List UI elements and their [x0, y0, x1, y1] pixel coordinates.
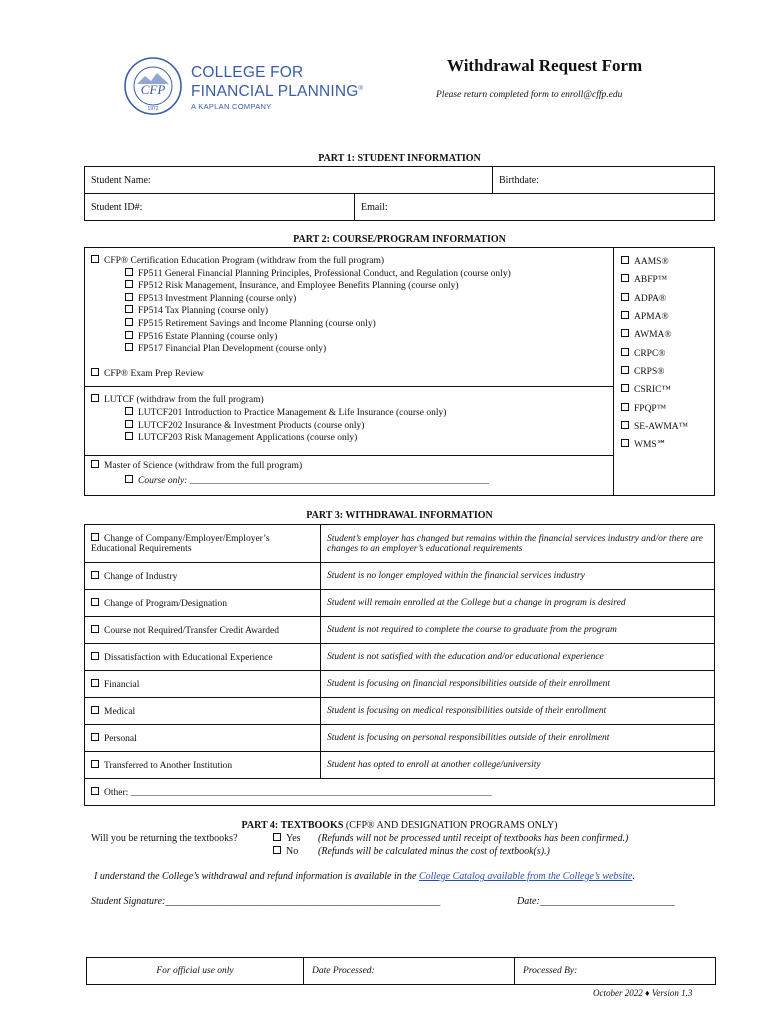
lutcf-label: LUTCF (withdraw from the full program)	[104, 395, 264, 405]
checkbox[interactable]	[621, 256, 629, 264]
checkbox[interactable]	[91, 598, 99, 606]
reason-label: Change of Company/Employer/Employer’s Educational Requirements	[91, 534, 270, 554]
designation-option[interactable]	[621, 403, 666, 414]
checkbox[interactable]	[621, 366, 629, 374]
course-option[interactable]	[125, 432, 357, 445]
cfp-program-option[interactable]	[91, 255, 384, 268]
table-row	[85, 671, 715, 698]
designation-label: ADPA®	[634, 293, 667, 304]
designation-option[interactable]	[621, 311, 669, 322]
reason-option[interactable]	[85, 671, 321, 698]
designation-option[interactable]	[621, 256, 669, 267]
logo-line1: COLLEGE FOR	[191, 64, 304, 81]
course-label: FP511 General Financial Planning Principles, Professional Conduct, and Regulation (course only)	[138, 268, 511, 279]
course-label: LUTCF202 Insurance & Investment Products (course only)	[138, 420, 365, 431]
no-label: No	[286, 846, 299, 857]
reason-description: Student is focusing on medical responsibilities outside of their enrollment	[321, 698, 715, 725]
checkbox[interactable]	[125, 420, 133, 428]
student-id-field[interactable]	[85, 194, 355, 221]
designation-option[interactable]	[621, 293, 666, 304]
reason-label: Financial	[104, 679, 140, 690]
reason-option[interactable]	[85, 698, 321, 725]
cfp-program-label: CFP® Certification Education Program (withdraw from the full program)	[104, 256, 385, 266]
table-row	[85, 725, 715, 752]
course-option[interactable]	[125, 293, 296, 306]
part3-heading: PART 3: WITHDRAWAL INFORMATION	[306, 510, 493, 521]
course-label: LUTCF203 Risk Management Applications (course only)	[138, 433, 358, 444]
date-processed-field: Date Processed:	[304, 958, 515, 985]
form-subtitle: Please return completed form to enroll@cffp.edu	[436, 90, 623, 100]
lutcf-option[interactable]	[91, 394, 264, 407]
logo-subtitle: A KAPLAN COMPANY	[191, 102, 272, 111]
divider-1	[84, 386, 614, 387]
course-option[interactable]	[125, 305, 268, 318]
checkbox[interactable]	[621, 421, 629, 429]
cfp-exam-option[interactable]	[91, 368, 204, 381]
checkbox[interactable]	[91, 571, 99, 579]
course-option[interactable]	[125, 331, 277, 344]
reason-option[interactable]	[85, 617, 321, 644]
reason-label: Course not Required/Transfer Credit Awarded	[104, 625, 280, 636]
checkbox[interactable]	[91, 625, 99, 633]
designation-label: AAMS®	[634, 257, 669, 267]
reason-description: Student is focusing on financial responsibilities outside of their enrollment	[321, 671, 715, 698]
student-id-label: Student ID#:	[91, 201, 143, 213]
designation-label: CRPC®	[634, 348, 666, 359]
course-option[interactable]	[125, 407, 446, 420]
table-row	[85, 644, 715, 671]
reason-label: Change of Program/Designation	[104, 598, 227, 609]
designation-option[interactable]	[621, 421, 688, 432]
signature-line[interactable]: Student Signature:_______________________________________________________	[91, 896, 441, 907]
checkbox[interactable]	[125, 432, 133, 440]
reason-option[interactable]	[85, 644, 321, 671]
email-label: Email:	[361, 201, 388, 213]
reason-label: Transferred to Another Institution	[104, 760, 233, 771]
table-row	[85, 563, 715, 590]
part4-heading-bold: PART 4: TEXTBOOKS	[241, 820, 344, 831]
table-row	[85, 617, 715, 644]
course-label: FP514 Tax Planning (course only)	[138, 306, 269, 317]
course-label: FP516 Estate Planning (course only)	[138, 331, 278, 342]
checkbox[interactable]	[621, 311, 629, 319]
logo-reg: ®	[358, 86, 364, 92]
reason-option[interactable]	[85, 563, 321, 590]
designation-label: ABFP™	[634, 275, 668, 285]
designation-option[interactable]	[621, 274, 667, 285]
part1-heading: PART 1: STUDENT INFORMATION	[318, 153, 481, 164]
email-field[interactable]	[355, 194, 715, 221]
reason-description: Student is focusing on personal responsibilities outside of their enrollment	[321, 725, 715, 752]
checkbox[interactable]	[91, 533, 99, 541]
checkbox[interactable]	[91, 255, 99, 263]
checkbox[interactable]	[125, 318, 133, 326]
designation-option[interactable]	[621, 329, 672, 340]
student-id-table	[84, 193, 715, 221]
student-info-table	[84, 166, 715, 194]
checkbox[interactable]	[621, 348, 629, 356]
official-use-label: For official use only	[87, 958, 304, 985]
checkbox[interactable]	[621, 403, 629, 411]
reason-option[interactable]	[85, 525, 321, 563]
yes-label: Yes	[286, 833, 301, 844]
other-reason-label: Other: ____________________________________________________________________________	[104, 787, 492, 798]
designation-label: WMS℠	[634, 440, 667, 450]
reason-description: Student will remain enrolled at the College but a change in program is desired	[321, 590, 715, 617]
withdrawal-reasons-table	[84, 524, 715, 806]
ack-text: I understand the College’s withdrawal and refund information is available in the	[94, 871, 419, 882]
course-option[interactable]	[125, 318, 376, 331]
course-option[interactable]	[125, 268, 511, 281]
reason-description: Student is not required to complete the course to graduate from the program	[321, 617, 715, 644]
ack-end: .	[632, 871, 635, 882]
birthdate-label: Birthdate:	[499, 174, 539, 186]
checkbox[interactable]	[91, 733, 99, 741]
reason-label: Medical	[104, 706, 136, 717]
part4-heading	[84, 820, 715, 831]
checkbox[interactable]	[91, 394, 99, 402]
designation-label: APMA®	[634, 312, 669, 322]
textbook-question: Will you be returning the textbooks?	[91, 833, 238, 844]
checkbox[interactable]	[125, 475, 133, 483]
checkbox[interactable]	[91, 368, 99, 376]
ms-course-option[interactable]	[125, 475, 489, 488]
textbook-no-option[interactable]	[273, 846, 298, 859]
college-seal-logo	[123, 54, 183, 118]
course-label: FP517 Financial Plan Development (course only)	[138, 344, 327, 355]
designation-option[interactable]	[621, 439, 666, 450]
course-label: FP515 Retirement Savings and Income Planning (course only)	[138, 319, 376, 329]
form-title: Withdrawal Request Form	[447, 56, 643, 75]
reason-option[interactable]	[85, 590, 321, 617]
designation-option[interactable]	[621, 348, 666, 359]
svg-text:CFP: CFP	[140, 82, 166, 97]
designation-label: CRPS®	[634, 367, 665, 377]
textbook-yes-option[interactable]	[273, 833, 301, 846]
course-option[interactable]	[125, 343, 326, 356]
designation-label: CSRIC™	[634, 385, 671, 395]
reason-option[interactable]	[85, 752, 321, 779]
course-label: FP512 Risk Management, Insurance, and Employee Benefits Planning (course only)	[138, 281, 459, 292]
reason-description: Student’s employer has changed but remains within the financial services industry and/or there are changes to an employer’s educational requirements	[321, 525, 715, 563]
reason-option[interactable]	[85, 725, 321, 752]
version-footer: October 2022 ♦ Version 1.3	[593, 988, 693, 998]
logo-wordmark	[191, 64, 363, 100]
checkbox[interactable]	[125, 268, 133, 276]
checkbox[interactable]	[91, 460, 99, 468]
checkbox[interactable]	[125, 331, 133, 339]
designation-option[interactable]	[621, 366, 664, 377]
divider-2	[84, 455, 614, 456]
checkbox[interactable]	[91, 652, 99, 660]
table-row	[85, 590, 715, 617]
signature-date[interactable]: Date:___________________________	[517, 896, 675, 907]
course-option[interactable]	[125, 420, 364, 433]
yes-note: (Refunds will not be processed until receipt of textbooks has been confirmed.)	[318, 833, 629, 844]
checkbox[interactable]	[125, 293, 133, 301]
checkbox[interactable]	[125, 305, 133, 313]
designation-label: SE-AWMA™	[634, 422, 688, 432]
reason-description: Student is no longer employed within the financial services industry	[321, 563, 715, 590]
checkbox[interactable]	[91, 760, 99, 768]
checkbox[interactable]	[125, 407, 133, 415]
checkbox[interactable]	[91, 679, 99, 687]
checkbox[interactable]	[621, 293, 629, 301]
table-row	[85, 525, 715, 563]
cfp-exam-label: CFP® Exam Prep Review	[104, 369, 204, 379]
ms-course-label: Course only: _______________________________________________________________	[138, 476, 489, 486]
student-name-field[interactable]	[85, 167, 493, 194]
reason-label: Dissatisfaction with Educational Experience	[104, 652, 273, 663]
part2-heading: PART 2: COURSE/PROGRAM INFORMATION	[293, 234, 506, 245]
reason-description: Student is not satisfied with the education and/or educational experience	[321, 644, 715, 671]
reason-description: Student has opted to enroll at another college/university	[321, 752, 715, 779]
svg-text:1972: 1972	[147, 106, 159, 112]
processed-by-field: Processed By:	[515, 958, 716, 985]
reason-label: Personal	[104, 733, 137, 744]
checkbox[interactable]	[621, 439, 629, 447]
birthdate-field[interactable]	[493, 167, 715, 194]
table-row	[85, 752, 715, 779]
checkbox[interactable]	[125, 280, 133, 288]
ms-option[interactable]	[91, 460, 302, 473]
ms-label: Master of Science (withdraw from the full program)	[104, 461, 303, 471]
checkbox[interactable]	[621, 274, 629, 282]
designation-option[interactable]	[621, 384, 671, 395]
course-label: LUTCF201 Introduction to Practice Management & Life Insurance (course only)	[138, 408, 447, 418]
checkbox[interactable]	[273, 833, 281, 841]
official-use-table	[86, 957, 716, 985]
other-reason-option[interactable]	[85, 779, 715, 806]
course-option[interactable]	[125, 280, 459, 293]
no-note: (Refunds will be calculated minus the cost of textbook(s).)	[318, 846, 550, 857]
table-row	[85, 779, 715, 806]
part4-heading-rest: (CFP® AND DESIGNATION PROGRAMS ONLY)	[343, 820, 558, 831]
table-row	[85, 698, 715, 725]
designation-label: AWMA®	[634, 330, 672, 340]
catalog-link[interactable]: College Catalog available from the College’s website	[419, 871, 633, 882]
student-name-label: Student Name:	[91, 174, 151, 186]
checkbox[interactable]	[91, 706, 99, 714]
checkbox[interactable]	[621, 329, 629, 337]
course-label: FP513 Investment Planning (course only)	[138, 293, 297, 304]
logo-line2: FINANCIAL PLANNING	[191, 83, 359, 101]
checkbox[interactable]	[273, 846, 281, 854]
checkbox[interactable]	[91, 787, 99, 795]
checkbox[interactable]	[125, 343, 133, 351]
acknowledgement	[94, 871, 635, 884]
designation-label: FPQP™	[634, 403, 667, 414]
reason-label: Change of Industry	[104, 571, 178, 582]
checkbox[interactable]	[621, 384, 629, 392]
